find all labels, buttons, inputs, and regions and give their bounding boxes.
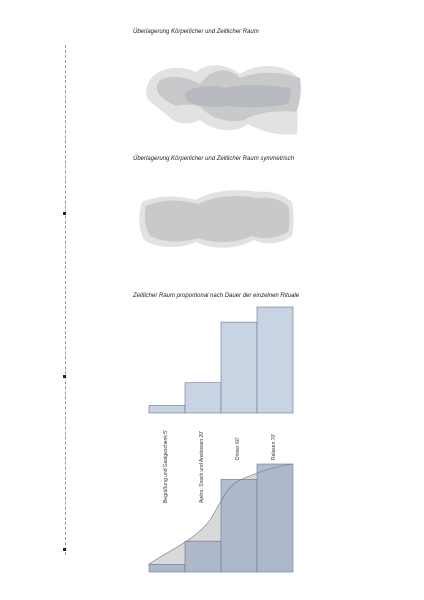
lower-bar-1 <box>149 564 185 572</box>
upper-bar-4 <box>257 307 293 413</box>
lower-bar-2 <box>185 541 221 572</box>
symmetric-title: Überlagerung Körperlicher und Zeitlicher Raum symmetrisch <box>133 156 295 162</box>
upper-bar-1 <box>149 405 185 413</box>
upper-bar-3 <box>221 322 257 413</box>
category-label-2: Apéro: Snack und Anstossen 20' <box>199 430 205 503</box>
category-label-4: Relaxen 70' <box>271 433 277 460</box>
lower-bar-4 <box>257 464 293 572</box>
lower-bar-3 <box>221 479 257 572</box>
category-label-1: Begrüßung und Gastgeschenk 5' <box>163 430 169 503</box>
proportional-title: Zeitlicher Raum proportional nach Dauer der einzelnen Rituale <box>133 293 300 299</box>
category-label-3: Dinner 60' <box>235 437 241 460</box>
upper-bar-2 <box>185 383 221 413</box>
overlay-title: Überlagerung Körperlicher und Zeitlicher Raum <box>133 29 259 35</box>
